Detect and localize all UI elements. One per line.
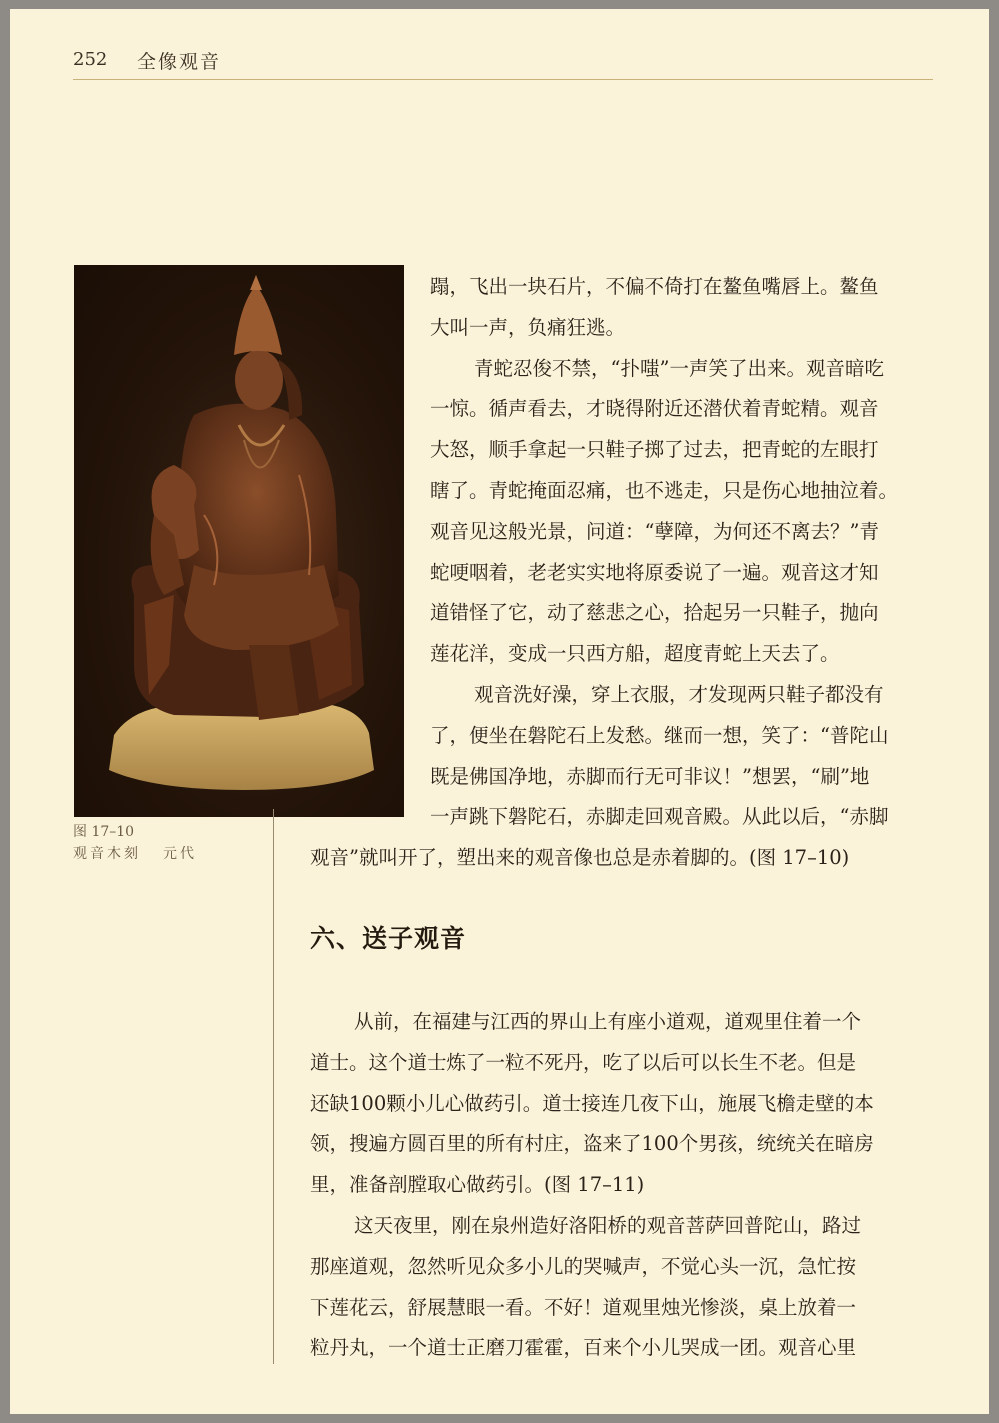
text-line: 青蛇忍俊不禁，“扑嗤”一声笑了出来。观音暗吃 bbox=[474, 356, 884, 380]
text-line: 这天夜里，刚在泉州造好洛阳桥的观音菩萨回普陀山，路过 bbox=[354, 1213, 862, 1237]
text-line: 从前，在福建与江西的界山上有座小道观，道观里住着一个 bbox=[354, 1010, 862, 1033]
figure-caption bbox=[73, 821, 197, 865]
text-line: 蹋，飞出一块石片，不偏不倚打在鳌鱼嘴唇上。鳌鱼 bbox=[430, 275, 879, 298]
text-line: 观音”就叫开了，塑出来的观音像也总是赤着脚的。(图 17–10) bbox=[310, 846, 850, 869]
wide-text-block bbox=[310, 838, 935, 879]
running-header bbox=[73, 45, 933, 79]
text-line: 里，准备剖膛取心做药引。(图 17–11) bbox=[310, 1173, 645, 1197]
header-divider bbox=[73, 79, 933, 80]
text-line: 一声跳下磐陀石，赤脚走回观音殿。从此以后，“赤脚 bbox=[430, 805, 889, 829]
book-title: 全像观音 bbox=[137, 51, 222, 73]
page-number: 252 bbox=[73, 49, 108, 70]
text-line: 道错怪了它，动了慈悲之心，拾起另一只鞋子，抛向 bbox=[430, 601, 879, 625]
text-line: 道士。这个道士炼了一粒不死丹，吃了以后可以长生不老。但是 bbox=[310, 1050, 857, 1074]
text-line: 观音洗好澡，穿上衣服，才发现两只鞋子都没有 bbox=[474, 682, 884, 706]
section-heading: 六、送子观音 bbox=[310, 924, 467, 953]
text-line: 瞎了。青蛇掩面忍痛，也不逃走，只是伤心地抽泣着。 bbox=[430, 478, 899, 502]
figure-subject: 观音木刻 bbox=[73, 846, 141, 862]
text-line: 既是佛国净地，赤脚而行无可非议！”想罢，“刷”地 bbox=[430, 764, 870, 788]
text-line: 下莲花云，舒展慧眼一看。不好！道观里烛光惨淡，桌上放着一 bbox=[310, 1295, 857, 1319]
text-line: 粒丹丸，一个道士正磨刀霍霍，百来个小儿哭成一团。观音心里 bbox=[310, 1336, 857, 1360]
figure-subtitle bbox=[73, 843, 197, 865]
text-line: 一惊。循声看去，才晓得附近还潜伏着青蛇精。观音 bbox=[430, 397, 879, 421]
figure-era: 元代 bbox=[163, 846, 197, 862]
text-line: 大叫一声，负痛狂逃。 bbox=[430, 315, 626, 339]
text-line: 领，搜遍方圆百里的所有村庄，盗来了100个男孩，统统关在暗房 bbox=[310, 1132, 874, 1156]
text-line: 莲花洋，变成一只西方船，超度青蛇上天去了。 bbox=[430, 642, 840, 666]
text-line: 大怒，顺手拿起一只鞋子掷了过去，把青蛇的左眼打 bbox=[430, 438, 879, 462]
figure-number: 图 17–10 bbox=[73, 824, 135, 840]
upper-text-block bbox=[430, 267, 935, 838]
caption-divider bbox=[273, 809, 274, 1364]
lower-text-block bbox=[310, 1002, 935, 1369]
text-line: 了，便坐在磐陀石上发愁。继而一想，笑了：“普陀山 bbox=[430, 723, 889, 747]
guanyin-statue-illustration bbox=[74, 265, 404, 817]
book-page bbox=[10, 9, 989, 1414]
text-line: 还缺100颗小儿心做药引。道士接连几夜下山，施展飞檐走壁的本 bbox=[310, 1091, 874, 1115]
figure-photo bbox=[74, 265, 404, 817]
text-line: 蛇哽咽着，老老实实地将原委说了一遍。观音这才知 bbox=[430, 560, 879, 584]
text-line: 那座道观，忽然听见众多小儿的哭喊声，不觉心头一沉，急忙按 bbox=[310, 1254, 857, 1278]
text-line: 观音见这般光景，问道：“孽障，为何还不离去？”青 bbox=[430, 519, 879, 543]
